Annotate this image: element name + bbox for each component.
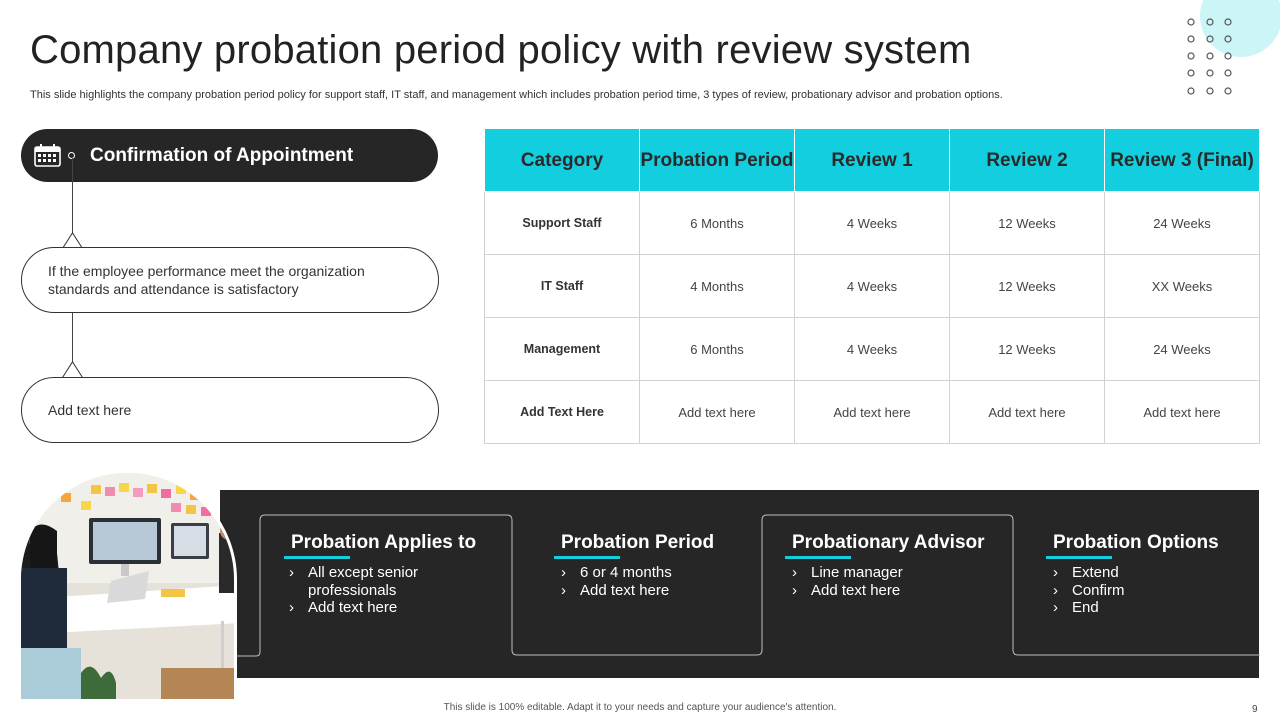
table-cell: 12 Weeks xyxy=(950,318,1105,381)
office-photo xyxy=(18,470,237,702)
table-row xyxy=(485,192,1260,255)
table-cell: Support Staff xyxy=(485,192,640,255)
probation-table xyxy=(484,128,1260,444)
table-row xyxy=(485,318,1260,381)
timeline-step-2 xyxy=(21,377,439,443)
card-list-probation-applies xyxy=(289,564,449,617)
table-cell: 24 Weeks xyxy=(1105,318,1260,381)
list-item: › 6 or 4 months xyxy=(561,564,741,582)
card-title-probation-applies: Probation Applies to xyxy=(291,532,477,553)
page-title: Company probation period policy with review system xyxy=(30,28,972,72)
decorative-dot-grid xyxy=(1186,16,1234,100)
timeline-step-1 xyxy=(21,247,439,313)
confirmation-header xyxy=(21,129,438,182)
card-title-probation-period: Probation Period xyxy=(561,532,715,553)
table-cell: XX Weeks xyxy=(1105,255,1260,318)
table-cell: Management xyxy=(485,318,640,381)
list-item: › Extend xyxy=(1053,564,1233,582)
table-cell: 4 Months xyxy=(640,255,795,318)
table-cell: Add text here xyxy=(1105,381,1260,444)
table-cell: 4 Weeks xyxy=(795,318,950,381)
table-row xyxy=(485,255,1260,318)
list-item: › Line manager xyxy=(792,564,972,582)
table-cell: 4 Weeks xyxy=(795,192,950,255)
footer-note: This slide is 100% editable. Adapt it to your needs and capture your audience's attention. xyxy=(443,702,837,713)
table-cell: 6 Months xyxy=(640,192,795,255)
card-accent-underline xyxy=(284,556,350,559)
table-cell: Add text here xyxy=(950,381,1105,444)
list-item: › End xyxy=(1053,599,1233,617)
table-cell: Add text here xyxy=(640,381,795,444)
table-header-row xyxy=(485,129,1260,192)
table-header: Review 3 (Final) xyxy=(1105,129,1260,192)
card-title-probation-options: Probation Options xyxy=(1053,532,1219,553)
card-accent-underline xyxy=(1046,556,1112,559)
confirmation-heading: Confirmation of Appointment xyxy=(90,145,354,166)
card-list-probation-options xyxy=(1053,564,1233,617)
table-header: Probation Period xyxy=(640,129,795,192)
card-list-probation-period xyxy=(561,564,741,599)
table-cell: 4 Weeks xyxy=(795,255,950,318)
table-cell: 12 Weeks xyxy=(950,192,1105,255)
list-item: › Add text here xyxy=(289,599,449,617)
calendar-icon xyxy=(34,144,61,167)
office-photo-illustration xyxy=(21,473,237,702)
card-accent-underline xyxy=(785,556,851,559)
card-list-probationary-advisor xyxy=(792,564,972,599)
table-cell: 12 Weeks xyxy=(950,255,1105,318)
timeline-step-text: If the employee performance meet the organization standards and attendance is satisfactory xyxy=(48,263,365,297)
table-header: Review 1 xyxy=(795,129,950,192)
table-header: Category xyxy=(485,129,640,192)
table-cell: 6 Months xyxy=(640,318,795,381)
table-header: Review 2 xyxy=(950,129,1105,192)
table-cell: 24 Weeks xyxy=(1105,192,1260,255)
table-cell: Add Text Here xyxy=(485,381,640,444)
table-cell: Add text here xyxy=(795,381,950,444)
timeline-step-text: Add text here xyxy=(48,402,132,418)
list-item: › Add text here xyxy=(792,582,972,600)
pointer-triangle xyxy=(62,361,83,378)
list-item: › Add text here xyxy=(561,582,741,600)
page-number: 9 xyxy=(1252,704,1258,715)
list-item: › Confirm xyxy=(1053,582,1233,600)
list-item: › All except senior professionals xyxy=(289,564,449,599)
table-cell: IT Staff xyxy=(485,255,640,318)
page-subtitle: This slide highlights the company probation period policy for support staff, IT staff, and management which includes probation period time, 3 types of review, probationary advisor and probation options. xyxy=(30,89,1003,101)
card-title-probationary-advisor: Probationary Advisor xyxy=(792,532,985,553)
card-accent-underline xyxy=(554,556,620,559)
table-row xyxy=(485,381,1260,444)
